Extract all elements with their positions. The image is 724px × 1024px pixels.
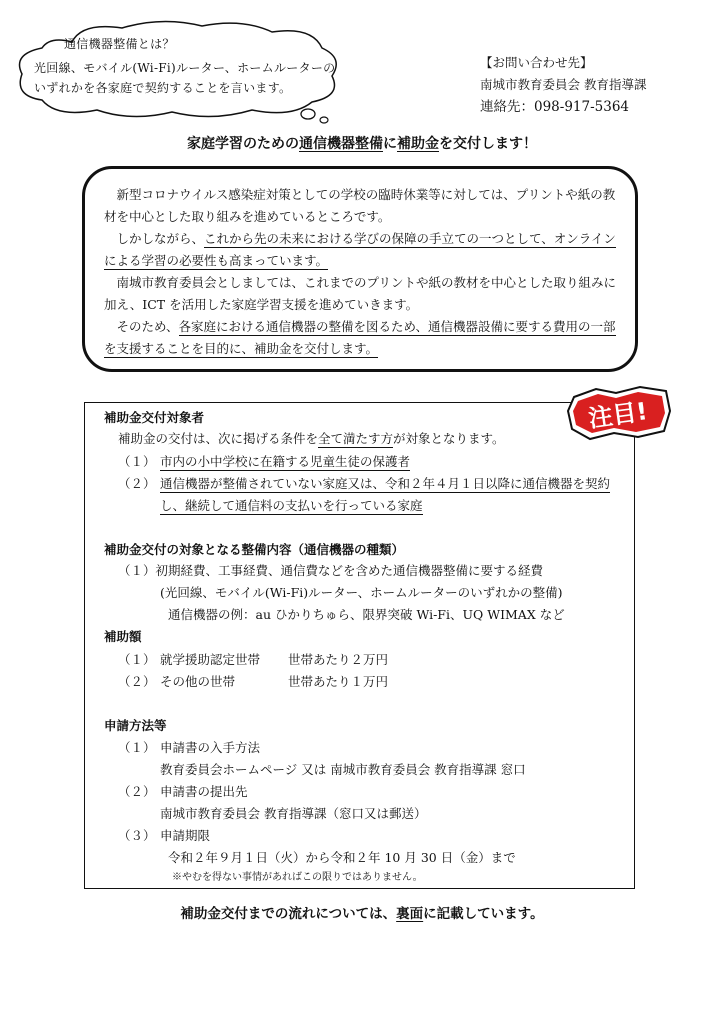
coverage-item: （１）初期経費、工事経費、通信費などを含めた通信機器整備に要する経費 (118, 563, 544, 578)
contact-heading: 【お問い合わせ先】 (480, 55, 593, 70)
eligibility-item-2-text-line2: し、継続して通信料の支払いを行っている家庭 (160, 498, 423, 513)
footer-note (0, 902, 724, 922)
contact-phone: 連絡先：098-917-5364 (480, 99, 630, 115)
eligibility-lead-pre: 補助金の交付は、次に掲げる条件を (118, 431, 319, 446)
application-detail-1: 教育委員会ホームページ 又は 南城市教育委員会 教育指導課 窓口 (160, 762, 526, 777)
amount-row-value-2: 世帯あたり１万円 (288, 674, 389, 689)
amount-row-num-1: （１） (118, 652, 156, 667)
attention-badge-icon (566, 385, 674, 441)
amount-heading: 補助額 (104, 629, 142, 644)
intro-text (104, 184, 624, 360)
intro-paragraph-2 (104, 228, 624, 272)
eligibility-heading: 補助金交付対象者 (104, 410, 205, 425)
footer-pre: 補助金交付までの流れについては、 (180, 906, 397, 922)
eligibility-lead (118, 429, 505, 449)
application-note: ※やむを得ない事情があればこの限りではありません。 (172, 872, 423, 883)
coverage-heading: 補助金交付の対象となる整備内容（通信機器の種類） (104, 542, 405, 557)
application-num-1: （１） (118, 740, 156, 755)
coverage-sub-2: 通信機器の例：au ひかりちゅら、限界突破 Wi-Fi、UQ WIMAX など (168, 607, 565, 622)
title-mid: に (383, 136, 397, 152)
application-label-2: 申請書の提出先 (160, 784, 248, 799)
application-label-3: 申請期限 (160, 828, 211, 843)
eligibility-item-2-text-line1: 通信機器が整備されていない家庭又は、令和２年４月１日以降に通信機器を契約 (160, 476, 611, 491)
coverage-sub-1: (光回線、モバイル(Wi-Fi)ルーター、ホームルーターのいずれかの整備) (160, 585, 563, 600)
eligibility-lead-highlight: 全て満たす方 (318, 431, 394, 446)
amount-row-label-2: その他の世帯 (160, 674, 236, 689)
footer-highlight: 裏面 (396, 906, 424, 922)
amount-row-label-1: 就学援助認定世帯 (160, 652, 261, 667)
footer-post: に記載しています。 (423, 906, 544, 922)
eligibility-item-text-2b (160, 496, 423, 516)
intro-p2-underlined: これから先の未来における学びの保障の手立ての一つとして、オンラインによる学習の必要性も高まっています。 (104, 231, 616, 268)
eligibility-item-1-text: 市内の小中学校に在籍する児童生徒の保護者 (160, 454, 411, 469)
title-pre: 家庭学習のための (187, 136, 299, 152)
intro-p2-lead: しかしながら、 (116, 231, 205, 246)
eligibility-item-num-1: （１） (118, 454, 156, 469)
intro-p4-lead: そのため、 (116, 319, 179, 334)
title-highlight-devices: 通信機器整備 (299, 136, 383, 152)
cloud-title: 通信機器整備とは？ (64, 37, 175, 51)
eligibility-lead-post: が対象となります。 (393, 431, 505, 446)
contact-block (480, 52, 646, 118)
application-label-1: 申請書の入手方法 (160, 740, 261, 755)
application-detail-3: 令和２年９月１日（火）から令和２年 10 月 30 日（金）まで (168, 850, 516, 865)
eligibility-item-num-2: （２） (118, 476, 156, 491)
eligibility-item-text-1 (160, 452, 410, 472)
cloud-line-1: 光回線、モバイル(Wi-Fi)ルーター、ホームルーターの (34, 61, 336, 75)
intro-paragraph-3: 南城市教育委員会としましては、これまでのプリントや紙の教材を中心とした取り組みに加え、ICT を活用した家庭学習支援を進めていきます。 (104, 275, 617, 312)
eligibility-item-text-2a (160, 474, 610, 494)
intro-paragraph-1: 新型コロナウイルス感染症対策としての学校の臨時休業等に対しては、プリントや紙の教材を中心とした取り組みを進めているところです。 (104, 187, 616, 224)
badge-text: 注目! (586, 397, 650, 433)
amount-row-num-2: （２） (118, 674, 156, 689)
page-title (0, 133, 724, 153)
application-detail-2: 南城市教育委員会 教育指導課（窓口又は郵送） (160, 806, 427, 821)
cloud-line-2: いずれかを各家庭で契約することを言います。 (34, 81, 292, 95)
intro-paragraph-4 (104, 316, 624, 360)
title-post: を交付します！ (439, 136, 537, 152)
application-heading: 申請方法等 (104, 718, 167, 733)
application-num-3: （３） (118, 828, 156, 843)
contact-org: 南城市教育委員会 教育指導課 (480, 77, 647, 92)
application-num-2: （２） (118, 784, 156, 799)
intro-p4-underlined: 各家庭における通信機器の整備を図るため、通信機器設備に要する費用の一部を支援することを目的に、補助金を交付します。 (104, 319, 616, 356)
amount-row-value-1: 世帯あたり２万円 (288, 652, 389, 667)
title-highlight-subsidy: 補助金 (397, 136, 439, 152)
